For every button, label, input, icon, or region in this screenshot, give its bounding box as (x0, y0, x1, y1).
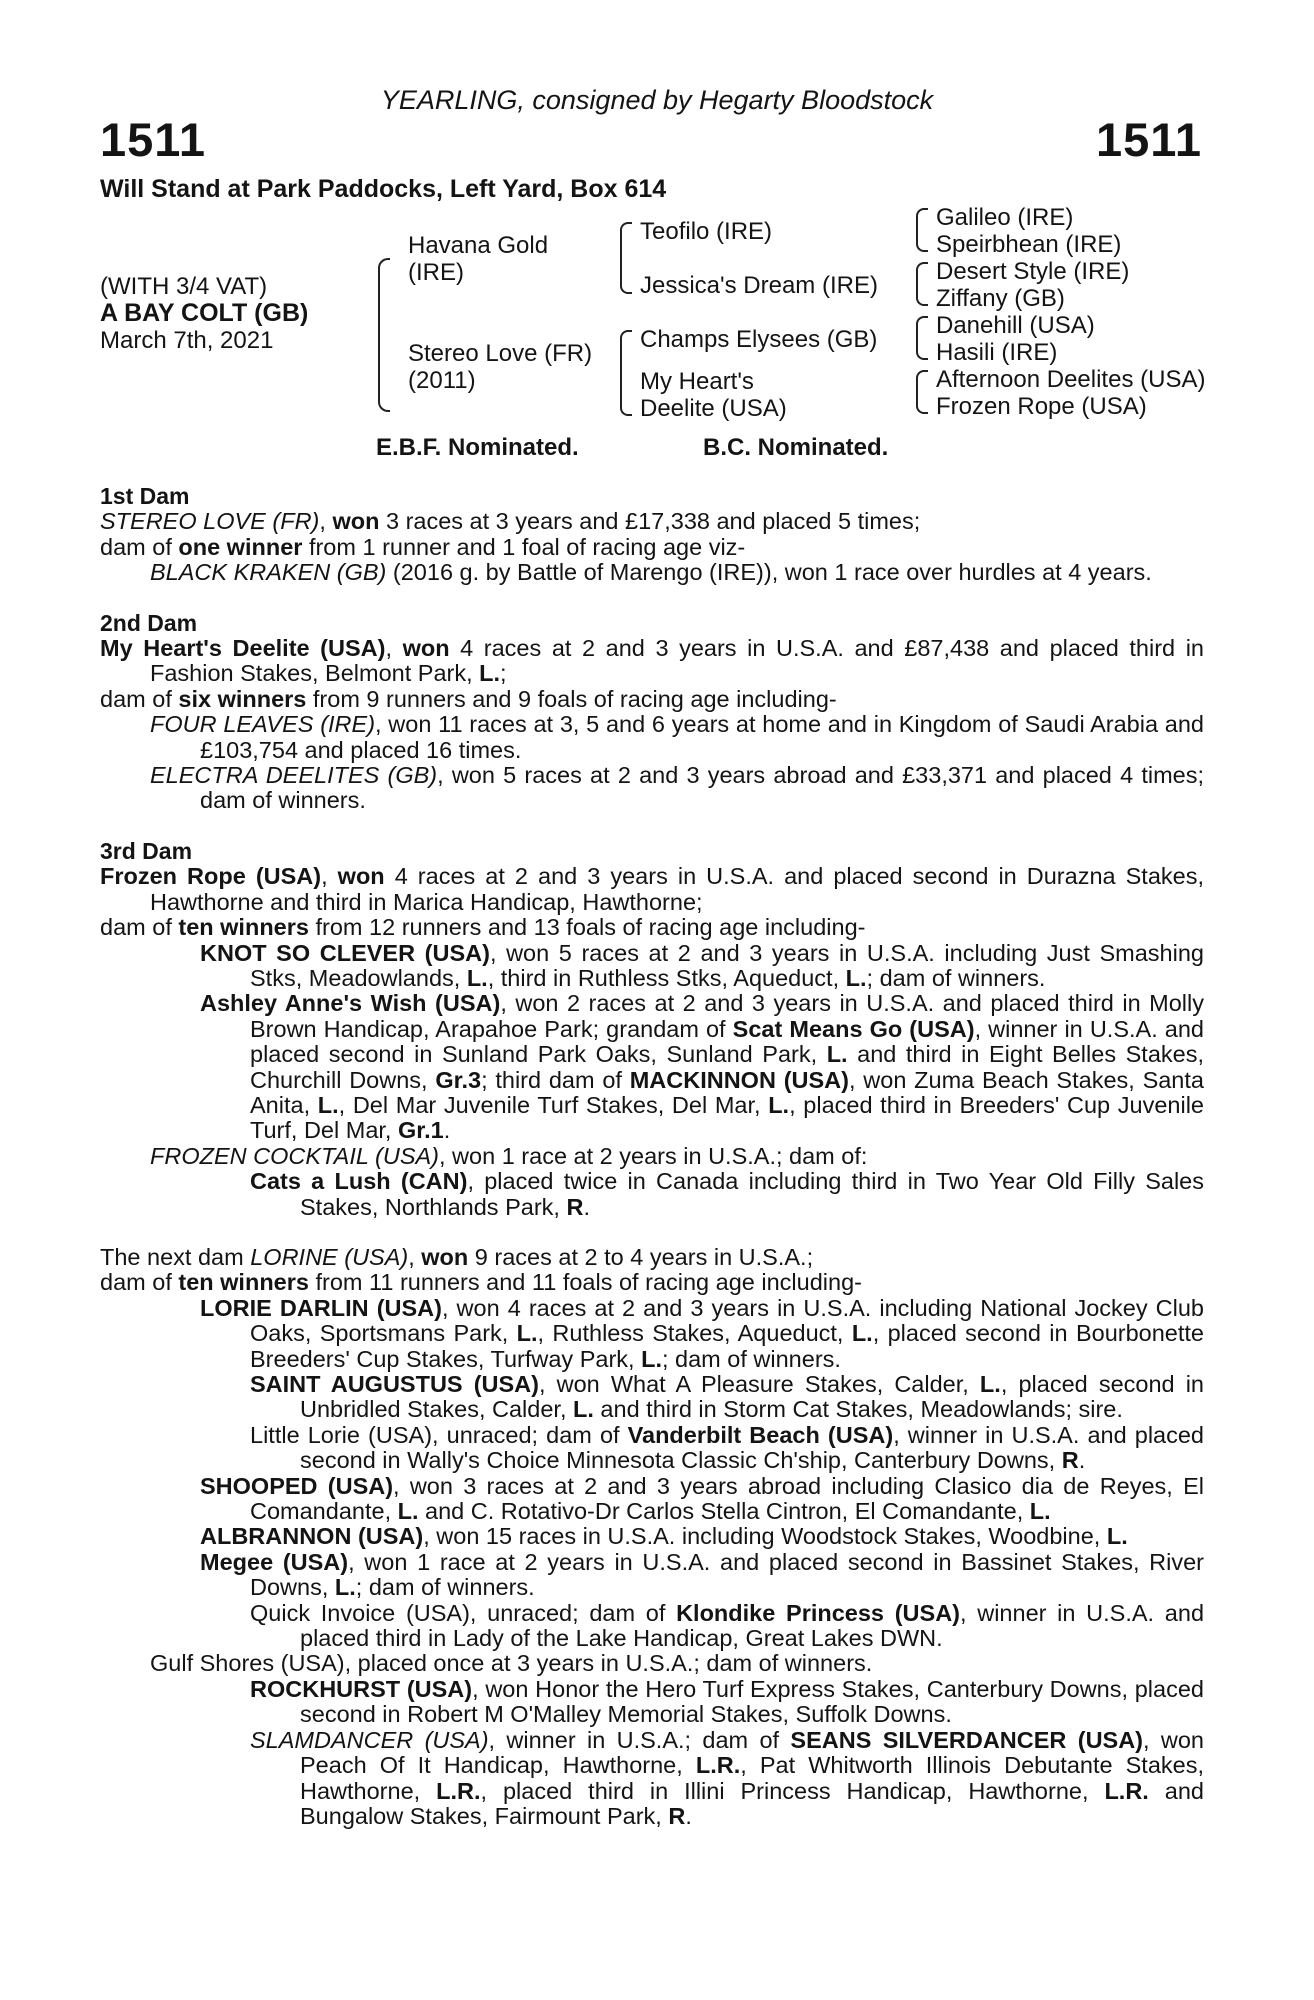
next-dam-progeny-5: ALBRANNON (USA), won 15 races in U.S.A. including Woodstock Stakes, Woodbine, L. (200, 1523, 1128, 1550)
pedigree-brace-g78 (916, 370, 928, 414)
next-dam-progeny-6: Megee (USA), won 1 race at 2 years in U.S.A. and placed second in Bassinet Stakes, River Downs, L.; dam of winners. (200, 1548, 1204, 1601)
next-dam-progeny-1: LORIE DARLIN (USA), won 4 races at 2 and 3 years in U.S.A. including National Jockey Club Oaks, Sportsmans Park, L., Ruthless Stakes, Aqueduct, L., placed second in Bourbonette Breeders' Cup Stakes, Turfway Park, L.; dam of winners. (200, 1294, 1205, 1372)
pedigree-dam: Stereo Love (FR) (2011) (408, 340, 593, 394)
pedigree-sire-sire: Teofilo (IRE) (640, 218, 773, 245)
first-dam-produce: dam of one winner from 1 runner and 1 foal of racing age viz- (100, 533, 746, 560)
pedigree-dam-sire: Champs Elysees (GB) (640, 326, 878, 353)
next-dam-progeny-3: Little Lorie (USA), unraced; dam of Vanderbilt Beach (USA), winner in U.S.A. and placed second in Wally's Choice Minnesota Classic Ch'ship, Canterbury Downs, R. (250, 1421, 1204, 1474)
vat-note: (WITH 3/4 VAT) (100, 273, 268, 300)
second-dam-progeny-2: ELECTRA DEELITES (GB), won 5 races at 2 and 3 years abroad and £33,371 and placed 4 times; dam of winners. (150, 762, 1204, 814)
next-dam-progeny-4: SHOOPED (USA), won 3 races at 2 and 3 years abroad including Clasico dia de Reyes, El Comandante, L. and C. Rotativo-Dr Carlos Stella Cintron, El Comandante, L. (200, 1472, 1204, 1525)
pedigree-g3: Desert Style (IRE) (936, 258, 1130, 285)
third-dam-progeny-4: Cats a Lush (CAN), placed twice in Canada including third in Two Year Old Filly Sales Stakes, Northlands Park, R. (250, 1168, 1204, 1220)
third-dam-progeny-2: Ashley Anne's Wish (USA), won 2 races at 2 and 3 years in U.S.A. and placed third in Molly Brown Handicap, Arapahoe Park; grandam of Scat Means Go (USA), winner in U.S.A. and placed second in Sunland Park Oaks, Sunland Park, L. and third in Eight Belles Stakes, Churchill Downs, Gr.3; third dam of MACKINNON (USA), won Zuma Beach Stakes, Santa Anita, L., Del Mar Juvenile Turf Stakes, Del Mar, L., placed third in Breeders' Cup Juvenile Turf, Del Mar, Gr.1. (200, 990, 1204, 1144)
third-dam-progeny-3: FROZEN COCKTAIL (USA), won 1 race at 2 years in U.S.A.; dam of: (150, 1142, 868, 1169)
pedigree-brace-sire (620, 222, 632, 294)
next-dam-progeny-7: Quick Invoice (USA), unraced; dam of Klondike Princess (USA), winner in U.S.A. and placed third in Lady of the Lake Handicap, Great Lakes DWN. (250, 1599, 1205, 1652)
foaling-date: March 7th, 2021 (100, 327, 274, 354)
pedigree-dam-dam: My Heart's Deelite (USA) (640, 368, 787, 422)
third-dam-produce: dam of ten winners from 12 runners and 13 foals of racing age including- (100, 914, 866, 941)
next-dam-progeny-10: SLAMDANCER (USA), winner in U.S.A.; dam of SEANS SILVERDANCER (USA), won Peach Of It Handicap, Hawthorne, L.R., Pat Whitworth Illinois Debutante Stakes, Hawthorne, L.R., placed third in Illini Princess Handicap, Hawthorne, L.R. and Bungalow Stakes, Fairmount Park, R. (250, 1726, 1204, 1829)
pedigree-sire: Havana Gold (IRE) (408, 232, 549, 286)
next-dam-progeny-2: SAINT AUGUSTUS (USA), won What A Pleasure Stakes, Calder, L., placed second in Unbridled Stakes, Calder, L. and third in Storm Cat Stakes, Meadowlands; sire. (250, 1371, 1204, 1423)
pedigree-brace-g12 (916, 208, 928, 252)
pedigree-brace-main (378, 258, 390, 412)
bc-nomination: B.C. Nominated. (703, 434, 889, 461)
third-dam-progeny-1: KNOT SO CLEVER (USA), won 5 races at 2 and 3 years in U.S.A. including Just Smashing Stks, Meadowlands, L., third in Ruthless Stks, Aqueduct, L.; dam of winners. (200, 939, 1204, 991)
pedigree-g6: Hasili (IRE) (936, 339, 1058, 366)
pedigree-brace-g56 (916, 316, 928, 360)
second-dam-heading: 2nd Dam (100, 609, 198, 636)
first-dam-line: STEREO LOVE (FR), won 3 races at 3 years and £17,338 and placed 5 times; (100, 508, 921, 535)
lot-number-left: 1511 (100, 113, 206, 166)
pedigree-g1: Galileo (IRE) (936, 204, 1074, 231)
next-dam-produce: dam of ten winners from 11 runners and 11 foals of racing age including- (100, 1269, 862, 1296)
next-dam-progeny-9: ROCKHURST (USA), won Honor the Hero Turf Express Stakes, Canterbury Downs, placed second in Robert M O'Malley Memorial Stakes, Suffolk Downs. (250, 1675, 1204, 1728)
pedigree-g8: Frozen Rope (USA) (936, 393, 1147, 420)
pedigree-g5: Danehill (USA) (936, 312, 1095, 339)
third-dam-heading: 3rd Dam (100, 837, 193, 864)
lot-number-right: 1511 (1096, 113, 1202, 166)
second-dam-line: My Heart's Deelite (USA), won 4 races at 2 and 3 years in U.S.A. and £87,438 and placed third in Fashion Stakes, Belmont Park, L.; (100, 635, 1204, 687)
stand-location: Will Stand at Park Paddocks, Left Yard, Box 614 (100, 175, 667, 203)
next-dam-line: The next dam LORINE (USA), won 9 races at 2 to 4 years in U.S.A.; (100, 1243, 814, 1270)
first-dam-heading: 1st Dam (100, 483, 190, 509)
pedigree-g4: Ziffany (GB) (936, 285, 1065, 312)
produce-record (100, 484, 1204, 1829)
next-dam-progeny-8: Gulf Shores (USA), placed once at 3 years in U.S.A.; dam of winners. (150, 1650, 873, 1677)
pedigree-brace-dam (620, 330, 632, 416)
second-dam-produce: dam of six winners from 9 runners and 9 foals of racing age including- (100, 685, 837, 712)
pedigree-g2: Speirbhean (IRE) (936, 231, 1122, 258)
third-dam-line: Frozen Rope (USA), won 4 races at 2 and 3 years in U.S.A. and placed second in Durazna Stakes, Hawthorne and third in Marica Handicap, Hawthorne; (100, 863, 1204, 915)
first-dam-progeny-1: BLACK KRAKEN (GB) (2016 g. by Battle of Marengo (IRE)), won 1 race over hurdles at 4 years. (150, 559, 1152, 586)
pedigree-brace-g34 (916, 262, 928, 306)
pedigree-g7: Afternoon Deelites (USA) (936, 366, 1206, 393)
ebf-nomination: E.B.F. Nominated. (376, 434, 579, 461)
second-dam-progeny-1: FOUR LEAVES (IRE), won 11 races at 3, 5 and 6 years at home and in Kingdom of Saudi Arabia and £103,754 and placed 16 times. (150, 711, 1204, 763)
consignment-line: YEARLING, consigned by Hegarty Bloodstock (380, 85, 934, 115)
horse-name: A BAY COLT (GB) (100, 299, 309, 327)
pedigree-sire-dam: Jessica's Dream (IRE) (640, 272, 878, 299)
